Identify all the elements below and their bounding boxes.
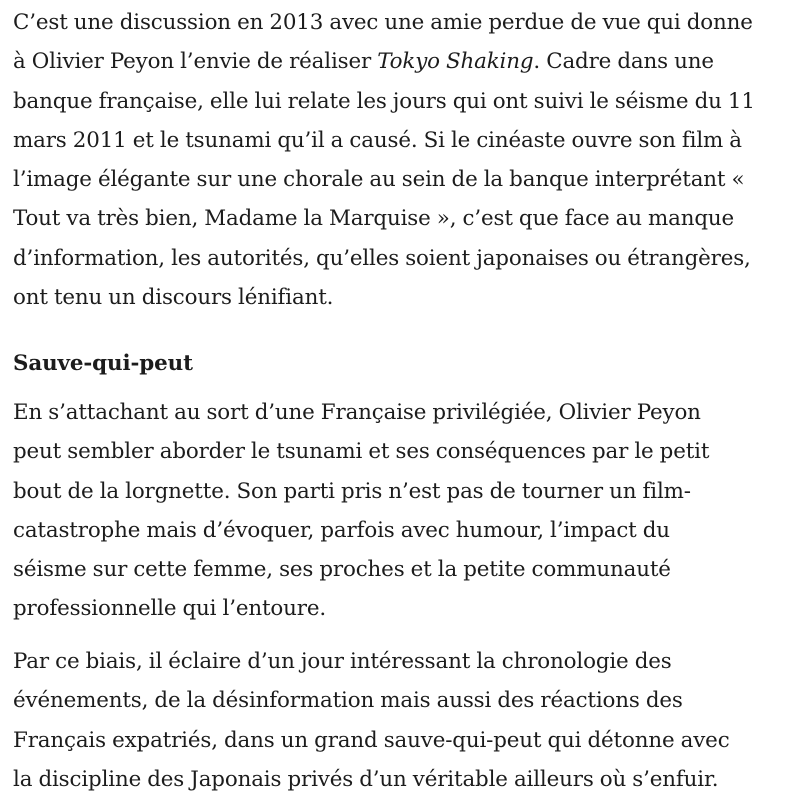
text-segment: . Cadre dans une (533, 49, 714, 75)
text-line: Français expatriés, dans un grand sauve-qui-peut qui détonne avec (13, 727, 730, 753)
text-line: En s’attachant au sort d’une Française privilégiée, Olivier Peyon (13, 400, 701, 425)
text-line (13, 42, 793, 81)
text-line: mars 2011 et le tsunami qu’il a causé. Si le cinéaste ouvre son film à (13, 127, 742, 153)
section-heading: Sauve-qui-peut (13, 351, 193, 376)
text-line: bout de la lorgnette. Son parti pris n’est pas de tourner un film- (13, 478, 691, 504)
text-line: peut sembler aborder le tsunami et ses conséquences par le petit (13, 439, 710, 465)
text-line: événements, de la désinformation mais aussi des réactions des (13, 688, 683, 714)
text-line: d’information, les autorités, qu’elles soient japonaises ou étrangères, (13, 245, 751, 271)
paragraph-third (13, 642, 793, 799)
text-line: banque française, elle lui relate les jours qui ont suivi le séisme du 11 (13, 88, 755, 114)
text-line: catastrophe mais d’évoquer, parfois avec humour, l’impact du (13, 517, 670, 543)
text-segment: à Olivier Peyon l’envie de réaliser (13, 49, 378, 75)
text-line: professionnelle qui l’entoure. (13, 596, 327, 622)
text-line: la discipline des Japonais privés d’un véritable ailleurs où s’enfuir. (13, 766, 719, 792)
text-line: ont tenu un discours lénifiant. (13, 285, 334, 311)
text-line: Par ce biais, il éclaire d’un jour intéressant la chronologie des (13, 649, 672, 674)
text-line: l’image élégante sur une chorale au sein de la banque interprétant « (13, 167, 745, 193)
paragraph-intro (13, 3, 793, 317)
film-title: Tokyo Shaking (377, 49, 534, 75)
text-line: Tout va très bien, Madame la Marquise », c’est que face au manque (13, 206, 735, 232)
paragraph-second (13, 393, 793, 629)
text-line: séisme sur cette femme, ses proches et la petite communauté (13, 557, 671, 583)
text-line: C’est une discussion en 2013 avec une amie perdue de vue qui donne (13, 10, 753, 35)
